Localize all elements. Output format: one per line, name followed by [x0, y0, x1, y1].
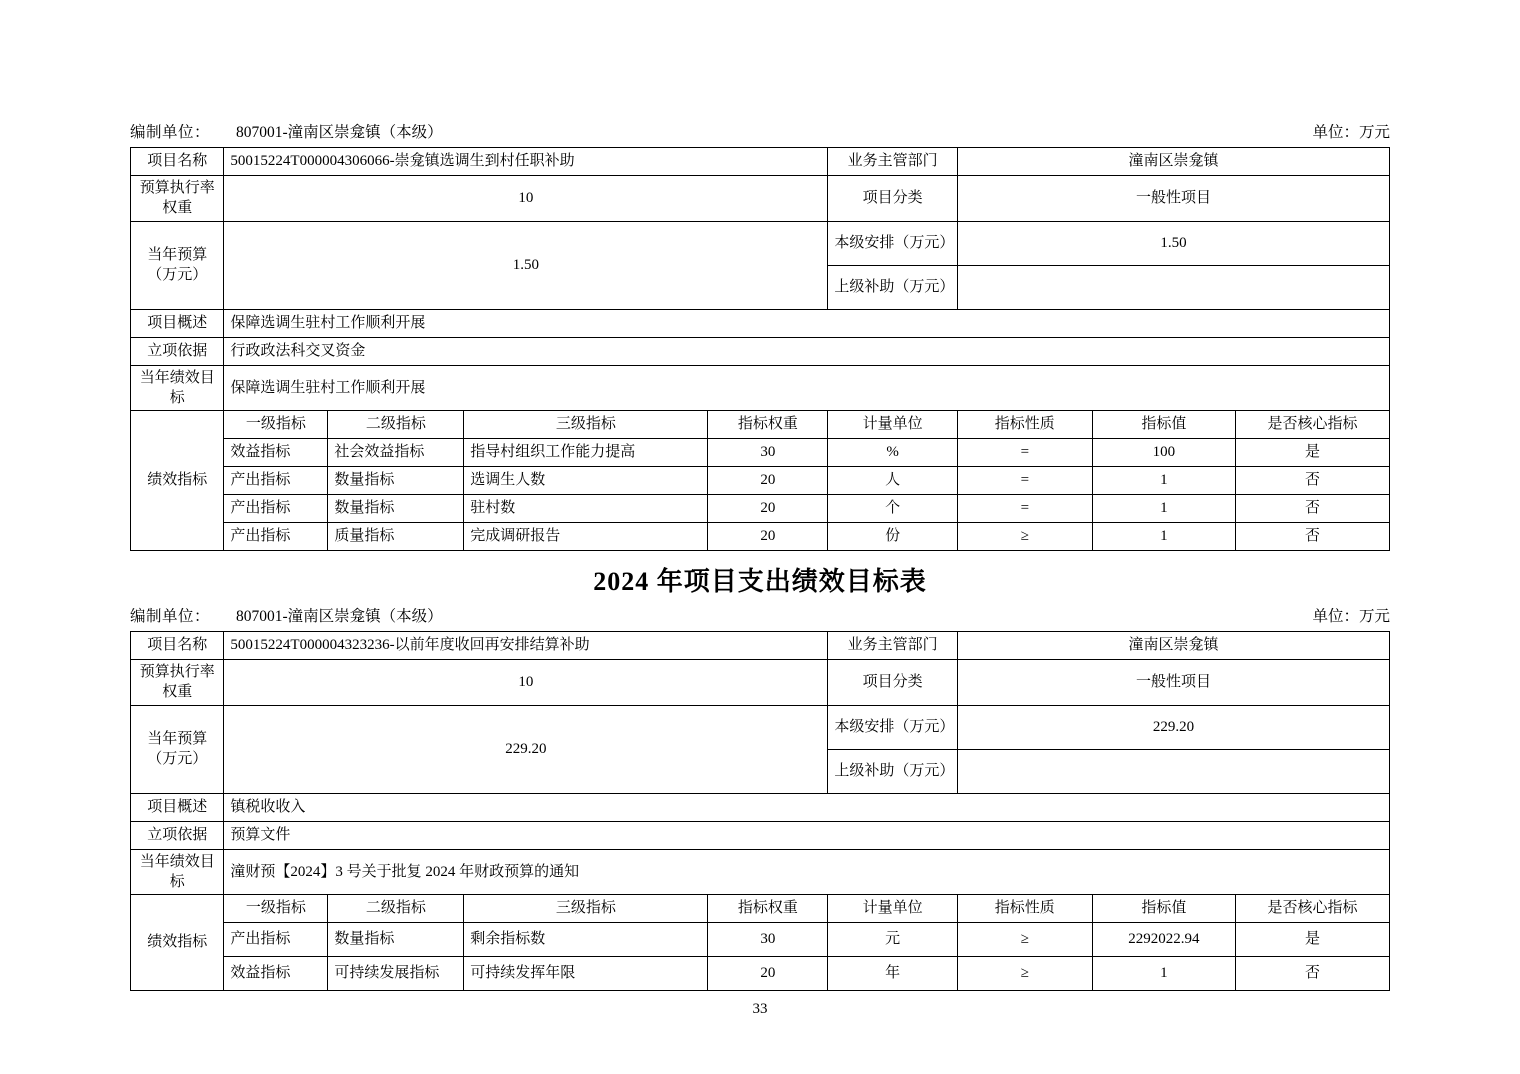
budget-exec-weight-label: 预算执行率权重 — [131, 660, 224, 706]
indicator-unit: 元 — [828, 923, 958, 957]
level1-header: 一级指标 — [224, 411, 328, 439]
table1-compiler-unit — [130, 120, 443, 142]
local-arrangement-label: 本级安排（万元） — [828, 221, 958, 265]
project-basis-label: 立项依据 — [131, 337, 224, 365]
table-row — [131, 439, 1390, 467]
table2-meta-row — [130, 604, 1390, 626]
level1-header: 一级指标 — [224, 895, 328, 923]
indicator-nature: = — [957, 439, 1092, 467]
project-summary-value: 保障选调生驻村工作顺利开展 — [224, 309, 1390, 337]
indicator-value: 2292022.94 — [1092, 923, 1235, 957]
table2-unit-note: 单位：万元 — [1312, 608, 1390, 625]
budget-exec-weight-value: 10 — [224, 176, 828, 222]
table-row — [131, 793, 1390, 821]
indicator-value-header: 指标值 — [1092, 895, 1235, 923]
indicator-value: 1 — [1092, 467, 1235, 495]
indicator-nature: = — [957, 495, 1092, 523]
indicator-level2: 数量指标 — [328, 923, 464, 957]
performance-indicators-label: 绩效指标 — [131, 411, 224, 551]
table-row — [131, 895, 1390, 923]
table-row — [131, 337, 1390, 365]
indicator-core: 是 — [1236, 923, 1390, 957]
indicator-level3: 驻村数 — [464, 495, 708, 523]
indicator-level2: 社会效益指标 — [328, 439, 464, 467]
table-row — [131, 821, 1390, 849]
indicator-level1: 效益指标 — [224, 957, 328, 991]
indicator-weight: 20 — [708, 467, 828, 495]
local-arrangement-value: 229.20 — [957, 705, 1389, 749]
performance-table-2 — [130, 631, 1390, 991]
is-core-header: 是否核心指标 — [1236, 895, 1390, 923]
indicator-value: 1 — [1092, 523, 1235, 551]
table-row — [131, 957, 1390, 991]
current-year-budget-label: 当年预算（万元） — [131, 705, 224, 793]
indicator-core: 是 — [1236, 439, 1390, 467]
upper-subsidy-value — [957, 265, 1389, 309]
current-year-goal-value: 保障选调生驻村工作顺利开展 — [224, 365, 1390, 411]
indicator-weight: 20 — [708, 523, 828, 551]
indicator-value: 100 — [1092, 439, 1235, 467]
indicator-level1: 产出指标 — [224, 523, 328, 551]
indicator-level3: 选调生人数 — [464, 467, 708, 495]
project-name-value: 50015224T000004323236-以前年度收回再安排结算补助 — [224, 632, 828, 660]
table-row — [131, 632, 1390, 660]
project-basis-value: 行政政法科交叉资金 — [224, 337, 1390, 365]
project-summary-label: 项目概述 — [131, 793, 224, 821]
indicator-core: 否 — [1236, 467, 1390, 495]
indicator-level2: 数量指标 — [328, 467, 464, 495]
project-name-label: 项目名称 — [131, 148, 224, 176]
indicator-core: 否 — [1236, 957, 1390, 991]
table-row — [131, 148, 1390, 176]
current-year-goal-value: 潼财预【2024】3 号关于批复 2024 年财政预算的通知 — [224, 849, 1390, 895]
table1-meta-row — [130, 120, 1390, 142]
dept-in-charge-value: 潼南区崇龛镇 — [957, 148, 1389, 176]
table-row — [131, 849, 1390, 895]
indicator-level3: 完成调研报告 — [464, 523, 708, 551]
current-year-budget-value: 229.20 — [224, 705, 828, 793]
indicator-weight: 30 — [708, 439, 828, 467]
dept-in-charge-label: 业务主管部门 — [828, 632, 958, 660]
indicator-weight-header: 指标权重 — [708, 411, 828, 439]
indicator-weight: 20 — [708, 495, 828, 523]
indicator-value: 1 — [1092, 495, 1235, 523]
table-row — [131, 221, 1390, 265]
indicator-level3: 指导村组织工作能力提高 — [464, 439, 708, 467]
indicator-weight-header: 指标权重 — [708, 895, 828, 923]
local-arrangement-label: 本级安排（万元） — [828, 705, 958, 749]
budget-exec-weight-value: 10 — [224, 660, 828, 706]
indicator-nature: ≥ — [957, 523, 1092, 551]
level3-header: 三级指标 — [464, 895, 708, 923]
project-basis-value: 预算文件 — [224, 821, 1390, 849]
table-row — [131, 495, 1390, 523]
budget-exec-weight-label: 预算执行率权重 — [131, 176, 224, 222]
performance-indicators-label: 绩效指标 — [131, 895, 224, 991]
is-core-header: 是否核心指标 — [1236, 411, 1390, 439]
project-category-value: 一般性项目 — [957, 660, 1389, 706]
indicator-unit: 年 — [828, 957, 958, 991]
indicator-level1: 产出指标 — [224, 923, 328, 957]
table-row — [131, 923, 1390, 957]
page-title: 2024 年项目支出绩效目标表 — [593, 567, 927, 596]
level3-header: 三级指标 — [464, 411, 708, 439]
project-summary-value: 镇税收收入 — [224, 793, 1390, 821]
indicator-level2: 可持续发展指标 — [328, 957, 464, 991]
dept-in-charge-value: 潼南区崇龛镇 — [957, 632, 1389, 660]
indicator-nature-header: 指标性质 — [957, 411, 1092, 439]
current-year-budget-label: 当年预算（万元） — [131, 221, 224, 309]
project-basis-label: 立项依据 — [131, 821, 224, 849]
indicator-nature-header: 指标性质 — [957, 895, 1092, 923]
current-year-budget-value: 1.50 — [224, 221, 828, 309]
indicator-nature: ≥ — [957, 957, 1092, 991]
measure-unit-header: 计量单位 — [828, 411, 958, 439]
indicator-level2: 数量指标 — [328, 495, 464, 523]
compiler-unit-label: 编制单位： — [130, 124, 211, 141]
current-year-goal-label: 当年绩效目标 — [131, 849, 224, 895]
indicator-nature: = — [957, 467, 1092, 495]
indicator-level2: 质量指标 — [328, 523, 464, 551]
indicator-level1: 产出指标 — [224, 495, 328, 523]
table-row — [131, 467, 1390, 495]
local-arrangement-value: 1.50 — [957, 221, 1389, 265]
performance-table-1 — [130, 147, 1390, 551]
table-row — [131, 411, 1390, 439]
upper-subsidy-label: 上级补助（万元） — [828, 749, 958, 793]
table-row — [131, 365, 1390, 411]
project-category-label: 项目分类 — [828, 176, 958, 222]
compiler-unit-value: 807001-潼南区崇龛镇（本级） — [236, 124, 443, 141]
compiler-unit-label: 编制单位： — [130, 608, 211, 625]
indicator-level3: 剩余指标数 — [464, 923, 708, 957]
indicator-weight: 20 — [708, 957, 828, 991]
table-row — [131, 309, 1390, 337]
table2-compiler-unit — [130, 604, 443, 626]
table-row — [131, 523, 1390, 551]
indicator-level3: 可持续发挥年限 — [464, 957, 708, 991]
project-name-label: 项目名称 — [131, 632, 224, 660]
indicator-unit: % — [828, 439, 958, 467]
current-year-goal-label: 当年绩效目标 — [131, 365, 224, 411]
indicator-unit: 人 — [828, 467, 958, 495]
table1-unit-note: 单位：万元 — [1312, 124, 1390, 141]
indicator-unit: 份 — [828, 523, 958, 551]
project-category-label: 项目分类 — [828, 660, 958, 706]
indicator-weight: 30 — [708, 923, 828, 957]
level2-header: 二级指标 — [328, 895, 464, 923]
indicator-level1: 产出指标 — [224, 467, 328, 495]
page-number: 33 — [752, 1001, 768, 1017]
table-row — [131, 176, 1390, 222]
upper-subsidy-value — [957, 749, 1389, 793]
indicator-core: 否 — [1236, 523, 1390, 551]
compiler-unit-value: 807001-潼南区崇龛镇（本级） — [236, 608, 443, 625]
indicator-unit: 个 — [828, 495, 958, 523]
indicator-level1: 效益指标 — [224, 439, 328, 467]
indicator-core: 否 — [1236, 495, 1390, 523]
indicator-value-header: 指标值 — [1092, 411, 1235, 439]
upper-subsidy-label: 上级补助（万元） — [828, 265, 958, 309]
dept-in-charge-label: 业务主管部门 — [828, 148, 958, 176]
project-category-value: 一般性项目 — [957, 176, 1389, 222]
indicator-value: 1 — [1092, 957, 1235, 991]
indicator-nature: ≥ — [957, 923, 1092, 957]
table-row — [131, 660, 1390, 706]
project-summary-label: 项目概述 — [131, 309, 224, 337]
table-row — [131, 705, 1390, 749]
level2-header: 二级指标 — [328, 411, 464, 439]
measure-unit-header: 计量单位 — [828, 895, 958, 923]
project-name-value: 50015224T000004306066-崇龛镇选调生到村任职补助 — [224, 148, 828, 176]
